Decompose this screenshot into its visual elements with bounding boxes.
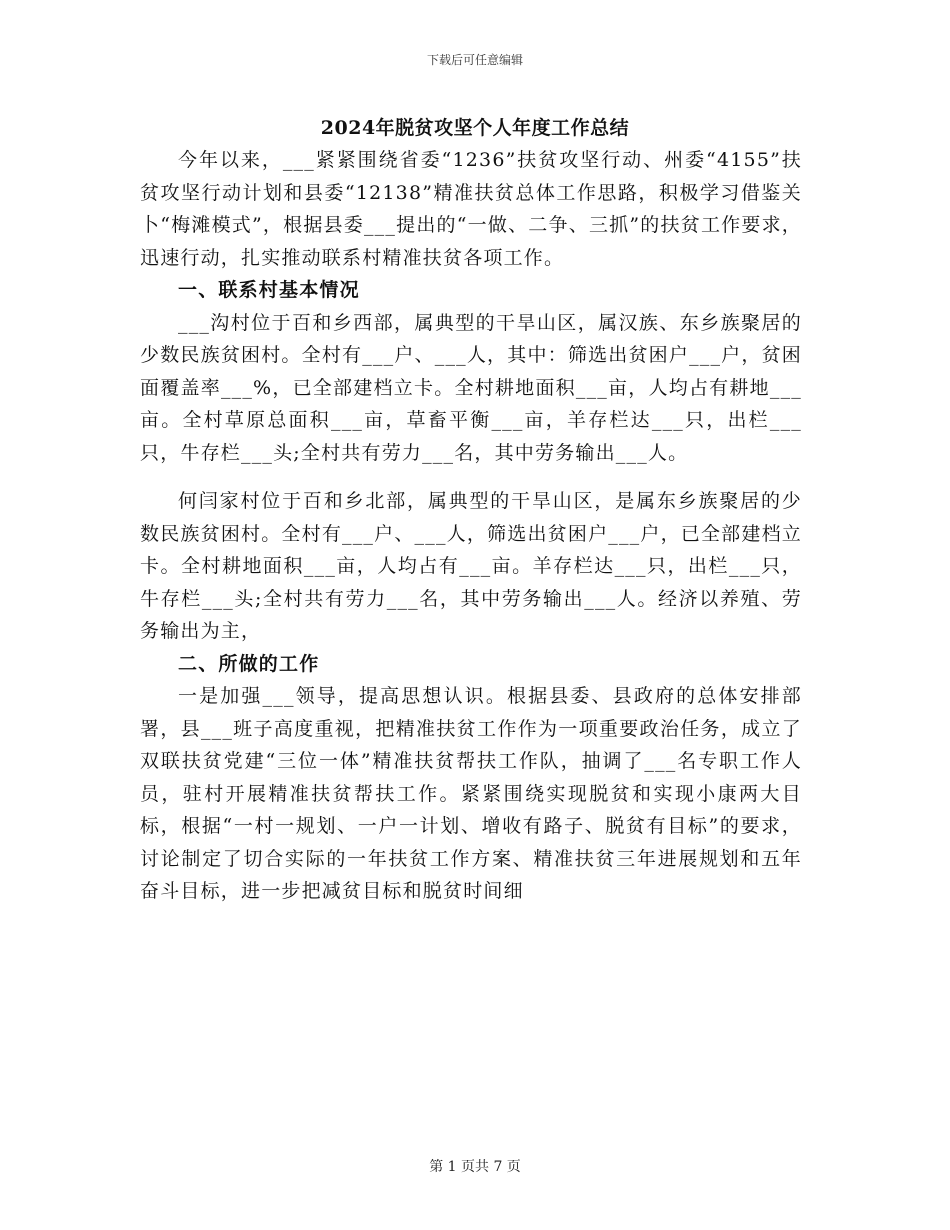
page-header: 下载后可任意编辑 [426,53,523,67]
village-paragraph-2: 何闫家村位于百和乡北部，属典型的干旱山区，是属东乡族聚居的少数民族贫困村。全村有___户、___人，筛选出贫困户___户，已全部建档立卡。全村耕地面积___亩，人均占有___亩。羊存栏达___只，出栏___只，牛存栏___头;全村共有劳力___名，其中劳务输出___人。经济以养殖、劳务输出为主， [140,490,802,642]
section-heading-work-done: 二、所做的工作 [178,652,320,675]
document-title: 2024年脱贫攻坚个人年度工作总结 [320,117,630,139]
document-body [140,144,802,908]
intro-paragraph: 今年以来，___紧紧围绕省委“1236”扶贫攻坚行动、州委“4155”扶贫攻坚行动计划和县委“12138”精准扶贫总体工作思路，积极学习借鉴关卜“梅滩模式”，根据县委___提出的“一做、二争、三抓”的扶贫工作要求，迅速行动，扎实推动联系村精准扶贫各项工作。 [140,149,802,269]
village-paragraph-1: ___沟村位于百和乡西部，属典型的干旱山区，属汉族、东乡族聚居的少数民族贫困村。全村有___户、___人，其中：筛选出贫困户___户，贫困面覆盖率___%，已全部建档立卡。全村耕地面积___亩，人均占有耕地___亩。全村草原总面积___亩，草畜平衡___亩，羊存栏达___只，出栏___只，牛存栏___头;全村共有劳力___名，其中劳务输出___人。 [140,311,802,464]
work-paragraph-1: 一是加强___领导，提高思想认识。根据县委、县政府的总体安排部署，县___班子高度重视，把精准扶贫工作作为一项重要政治任务，成立了双联扶贫党建“三位一体”精准扶贫帮扶工作队，抽调了___名专职工作人员，驻村开展精准扶贫帮扶工作。紧紧围绕实现脱贫和实现小康两大目标，根据“一村一规划、一户一计划、增收有路子、脱贫有目标”的要求，讨论制定了切合实际的一年扶贫工作方案、精准扶贫三年进展规划和五年奋斗目标，进一步把减贫目标和脱贫时间细 [140,685,802,902]
page-footer-indicator: 第 1 页共 7 页 [429,1159,521,1175]
section-heading-basic-info: 一、联系村基本情况 [178,279,360,301]
